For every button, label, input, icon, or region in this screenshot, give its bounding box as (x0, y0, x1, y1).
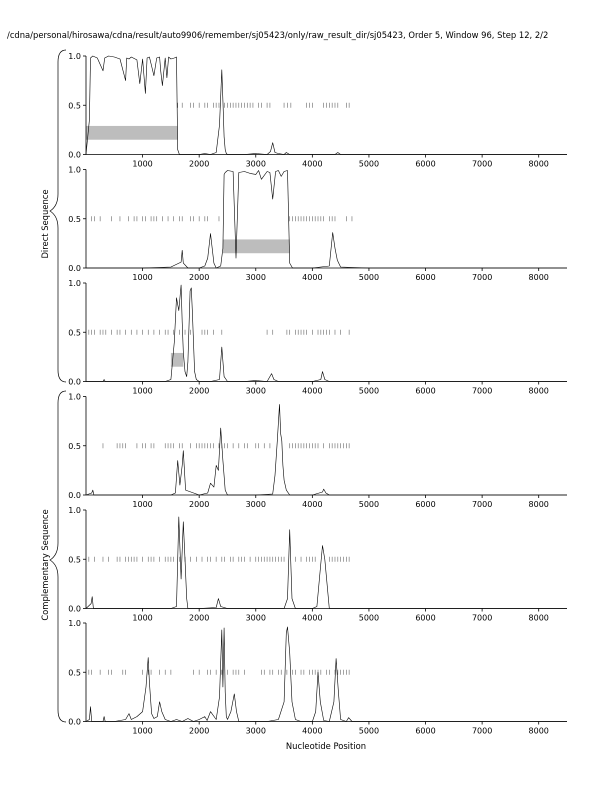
x-tick-label: 2000 (188, 613, 210, 623)
panel-complementary-2 (68, 506, 567, 623)
x-tick-label: 8000 (528, 159, 549, 169)
y-tick-label: 1.0 (68, 165, 81, 175)
x-tick-label: 6000 (415, 273, 436, 282)
x-tick-label: 5000 (358, 273, 380, 282)
x-tick-label: 3000 (245, 500, 266, 509)
x-tick-label: 1000 (132, 386, 153, 396)
x-tick-label: 7000 (471, 613, 493, 623)
x-tick-label: 3000 (245, 613, 266, 623)
x-axis-label: Nucleotide Position (285, 741, 367, 751)
y-tick-label: 1.0 (68, 392, 81, 402)
x-tick-label: 4000 (302, 273, 323, 282)
x-tick-label: 2000 (188, 159, 210, 169)
y-tick-label: 0.0 (68, 377, 81, 387)
panel-direct-2 (68, 166, 567, 283)
x-tick-label: 4000 (302, 159, 323, 169)
x-tick-label: 8000 (528, 386, 549, 396)
complementary-group-brace (50, 391, 66, 722)
x-tick-label: 1000 (132, 500, 153, 509)
panel-direct-3 (68, 279, 567, 396)
x-tick-label: 3000 (245, 273, 266, 282)
x-tick-label: 6000 (415, 613, 436, 623)
x-tick-label: 7000 (471, 159, 493, 169)
x-tick-label: 3000 (245, 386, 266, 396)
score-line (86, 404, 567, 495)
file-path-header: /cdna/personal/hirosawa/cdna/result/auto9906/remember/sj05423/only/raw_result_dir/sj05423, Order 5, Window 96, Step 12, 2/2 (7, 30, 549, 40)
x-tick-label: 5000 (358, 500, 380, 509)
y-tick-label: 0.0 (68, 150, 81, 160)
x-tick-label: 1000 (132, 726, 153, 736)
panels (68, 52, 567, 736)
direct-sequence-label: Direct Sequence (40, 189, 50, 259)
x-tick-label: 5000 (358, 613, 380, 623)
panel-direct-1 (68, 52, 567, 169)
panel-complementary-1 (68, 393, 567, 510)
y-tick-label: 0.0 (68, 717, 81, 727)
x-tick-label: 2000 (188, 273, 210, 282)
x-tick-label: 8000 (528, 613, 549, 623)
y-tick-label: 1.0 (68, 52, 81, 61)
y-tick-label: 0.0 (68, 264, 81, 273)
y-tick-label: 0.5 (68, 441, 81, 451)
score-line (86, 517, 567, 609)
x-tick-label: 8000 (528, 273, 549, 282)
y-tick-label: 1.0 (68, 279, 81, 288)
x-tick-label: 2000 (188, 726, 210, 736)
y-tick-label: 0.5 (68, 668, 81, 678)
highlight-box (86, 126, 178, 140)
x-tick-label: 6000 (415, 500, 436, 509)
x-tick-label: 7000 (471, 726, 493, 736)
x-tick-label: 6000 (415, 386, 436, 396)
x-tick-label: 5000 (358, 159, 380, 169)
x-tick-label: 1000 (132, 273, 153, 282)
complementary-sequence-label: Complementary Sequence (40, 509, 50, 621)
y-tick-label: 0.5 (68, 555, 81, 565)
highlight-box (223, 239, 290, 253)
score-line (86, 171, 567, 269)
x-tick-label: 1000 (132, 613, 153, 623)
x-tick-label: 7000 (471, 386, 493, 396)
x-tick-label: 5000 (358, 386, 380, 396)
x-tick-label: 4000 (302, 500, 323, 509)
x-tick-label: 3000 (245, 159, 266, 169)
x-tick-label: 4000 (302, 613, 323, 623)
y-tick-label: 1.0 (68, 619, 81, 628)
y-tick-label: 0.0 (68, 604, 81, 614)
x-tick-label: 3000 (245, 726, 266, 736)
y-tick-label: 1.0 (68, 506, 81, 515)
x-tick-label: 5000 (358, 726, 380, 736)
y-tick-label: 0.5 (68, 214, 81, 224)
x-tick-label: 6000 (415, 726, 436, 736)
x-tick-label: 2000 (188, 500, 210, 509)
x-tick-label: 1000 (132, 159, 153, 169)
y-tick-label: 0.5 (68, 328, 81, 338)
x-tick-label: 8000 (528, 726, 549, 736)
direct-group-brace (50, 50, 66, 382)
panel-complementary-3 (68, 619, 567, 736)
x-tick-label: 4000 (302, 726, 323, 736)
x-tick-label: 6000 (415, 159, 436, 169)
y-tick-label: 0.5 (68, 101, 81, 111)
x-tick-label: 2000 (188, 386, 210, 396)
x-tick-label: 8000 (528, 500, 549, 509)
x-tick-label: 4000 (302, 386, 323, 396)
x-tick-label: 7000 (471, 273, 493, 282)
y-tick-label: 0.0 (68, 491, 81, 500)
x-tick-label: 7000 (471, 500, 493, 509)
